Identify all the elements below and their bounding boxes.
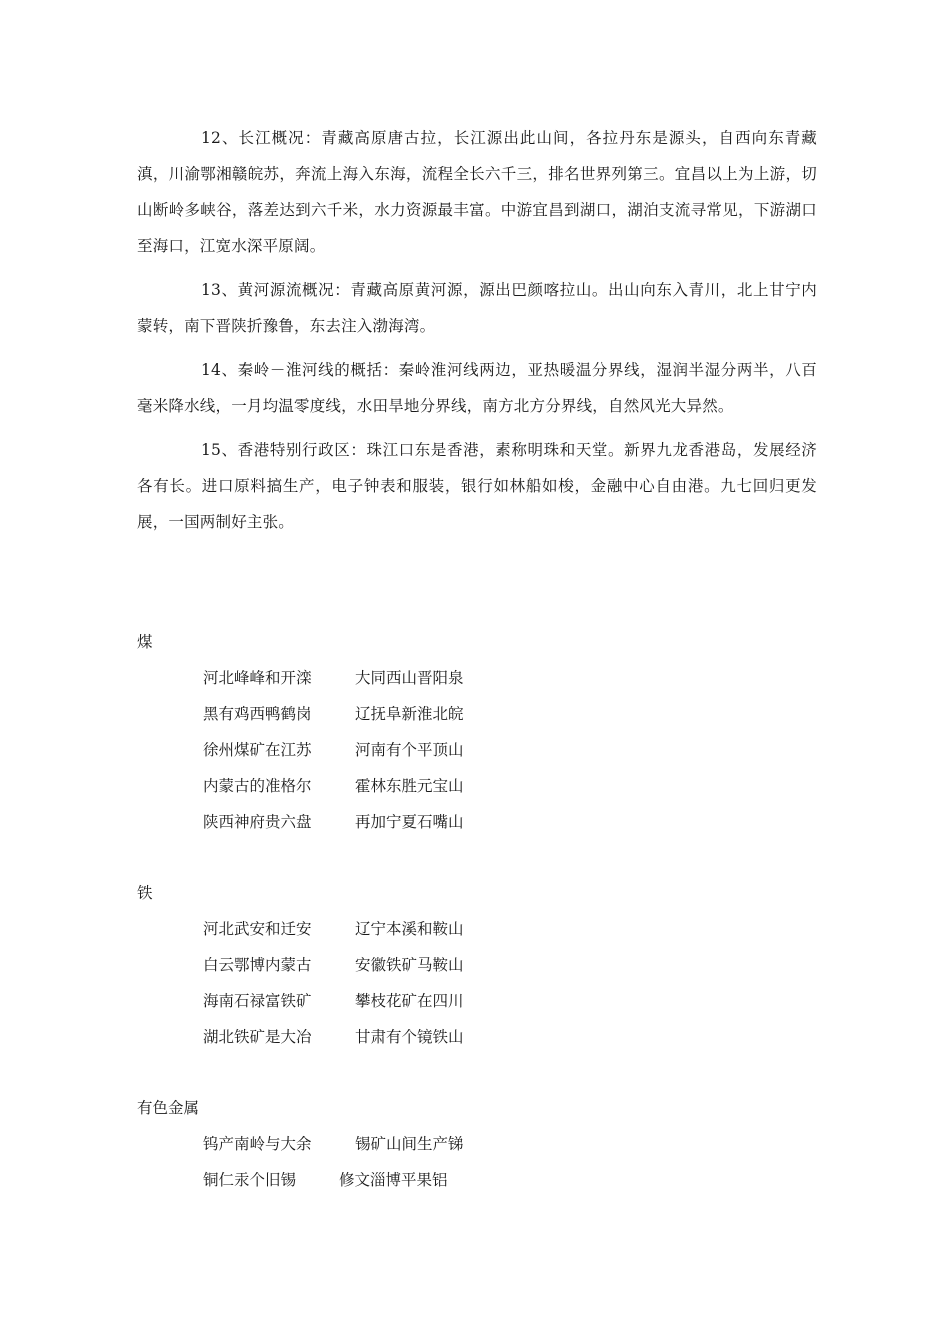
verse-row (203, 1019, 817, 1055)
coal-section (137, 624, 817, 840)
verse-left: 湖北铁矿是大冶 (203, 1028, 312, 1046)
section-title: 铁 (137, 884, 153, 902)
verse-row (203, 696, 817, 732)
verse-row (203, 732, 817, 768)
iron-section (137, 875, 817, 1055)
verse-right: 辽宁本溪和鞍山 (355, 920, 464, 938)
verse-left: 黑有鸡西鸭鹤岗 (203, 705, 312, 723)
section-title: 有色金属 (137, 1099, 200, 1117)
verse-rows (203, 660, 817, 840)
verse-rows (203, 1162, 817, 1198)
verse-right: 安徽铁矿马鞍山 (355, 956, 464, 974)
verse-right: 锡矿山间生产锑 (355, 1135, 464, 1153)
verse-left: 陕西神府贵六盘 (203, 813, 312, 831)
verse-right: 攀枝花矿在四川 (355, 992, 464, 1010)
verse-left: 海南石禄富铁矿 (203, 992, 312, 1010)
verse-row (203, 1162, 817, 1198)
paragraph-hong-kong: 15、香港特别行政区：珠江口东是香港，素称明珠和天堂。新界九龙香港岛，发展经济各有长。进口原料搞生产，电子钟表和服装，银行如林船如梭，金融中心自由港。九七回归更发展，一国两制好主张。 (137, 441, 817, 531)
verse-row (203, 947, 817, 983)
verse-left: 钨产南岭与大余 (203, 1135, 312, 1153)
paragraph-qinling-huaihe: 14、秦岭－淮河线的概括：秦岭淮河线两边，亚热暖温分界线，湿润半湿分两半，八百毫米降水线，一月均温零度线，水田旱地分界线，南方北方分界线，自然风光大异然。 (137, 361, 817, 415)
verse-right: 修文淄博平果铝 (339, 1171, 448, 1189)
verse-rows (203, 1126, 817, 1162)
verse-row (203, 983, 817, 1019)
nonferrous-section (137, 1090, 817, 1198)
verse-right: 甘肃有个镜铁山 (355, 1028, 464, 1046)
verse-left: 铜仁汞个旧锡 (203, 1171, 297, 1189)
verse-left: 河北峰峰和开滦 (203, 669, 312, 687)
paragraph-yangtze: 12、长江概况：青藏高原唐古拉，长江源出此山间，各拉丹东是源头，自西向东青藏滇，川渝鄂湘赣皖苏，奔流上海入东海，流程全长六千三，排名世界列第三。宜昌以上为上游，切山断岭多峡谷，落差达到六千米，水力资源最丰富。中游宜昌到湖口，湖泊支流寻常见，下游湖口至海口，江宽水深平原阔。 (137, 129, 817, 255)
verse-row (203, 768, 817, 804)
verse-rows (203, 911, 817, 1055)
verse-left: 徐州煤矿在江苏 (203, 741, 312, 759)
verse-right: 河南有个平顶山 (355, 741, 464, 759)
verse-right: 再加宁夏石嘴山 (355, 813, 464, 831)
verse-right: 大同西山晋阳泉 (355, 669, 464, 687)
verse-right: 霍林东胜元宝山 (355, 777, 464, 795)
verse-right: 辽抚阜新淮北皖 (355, 705, 464, 723)
verse-left: 河北武安和迁安 (203, 920, 312, 938)
verse-row (203, 1126, 817, 1162)
verse-left: 内蒙古的准格尔 (203, 777, 312, 795)
section-title: 煤 (137, 633, 153, 651)
verse-row (203, 804, 817, 840)
verse-row (203, 660, 817, 696)
verse-left: 白云鄂博内蒙古 (203, 956, 312, 974)
paragraph-yellow-river: 13、黄河源流概况：青藏高原黄河源，源出巴颜喀拉山。出山向东入青川，北上甘宁内蒙转，南下晋陕折豫鲁，东去注入渤海湾。 (137, 281, 817, 335)
verse-row (203, 911, 817, 947)
paragraph-list (137, 120, 817, 548)
